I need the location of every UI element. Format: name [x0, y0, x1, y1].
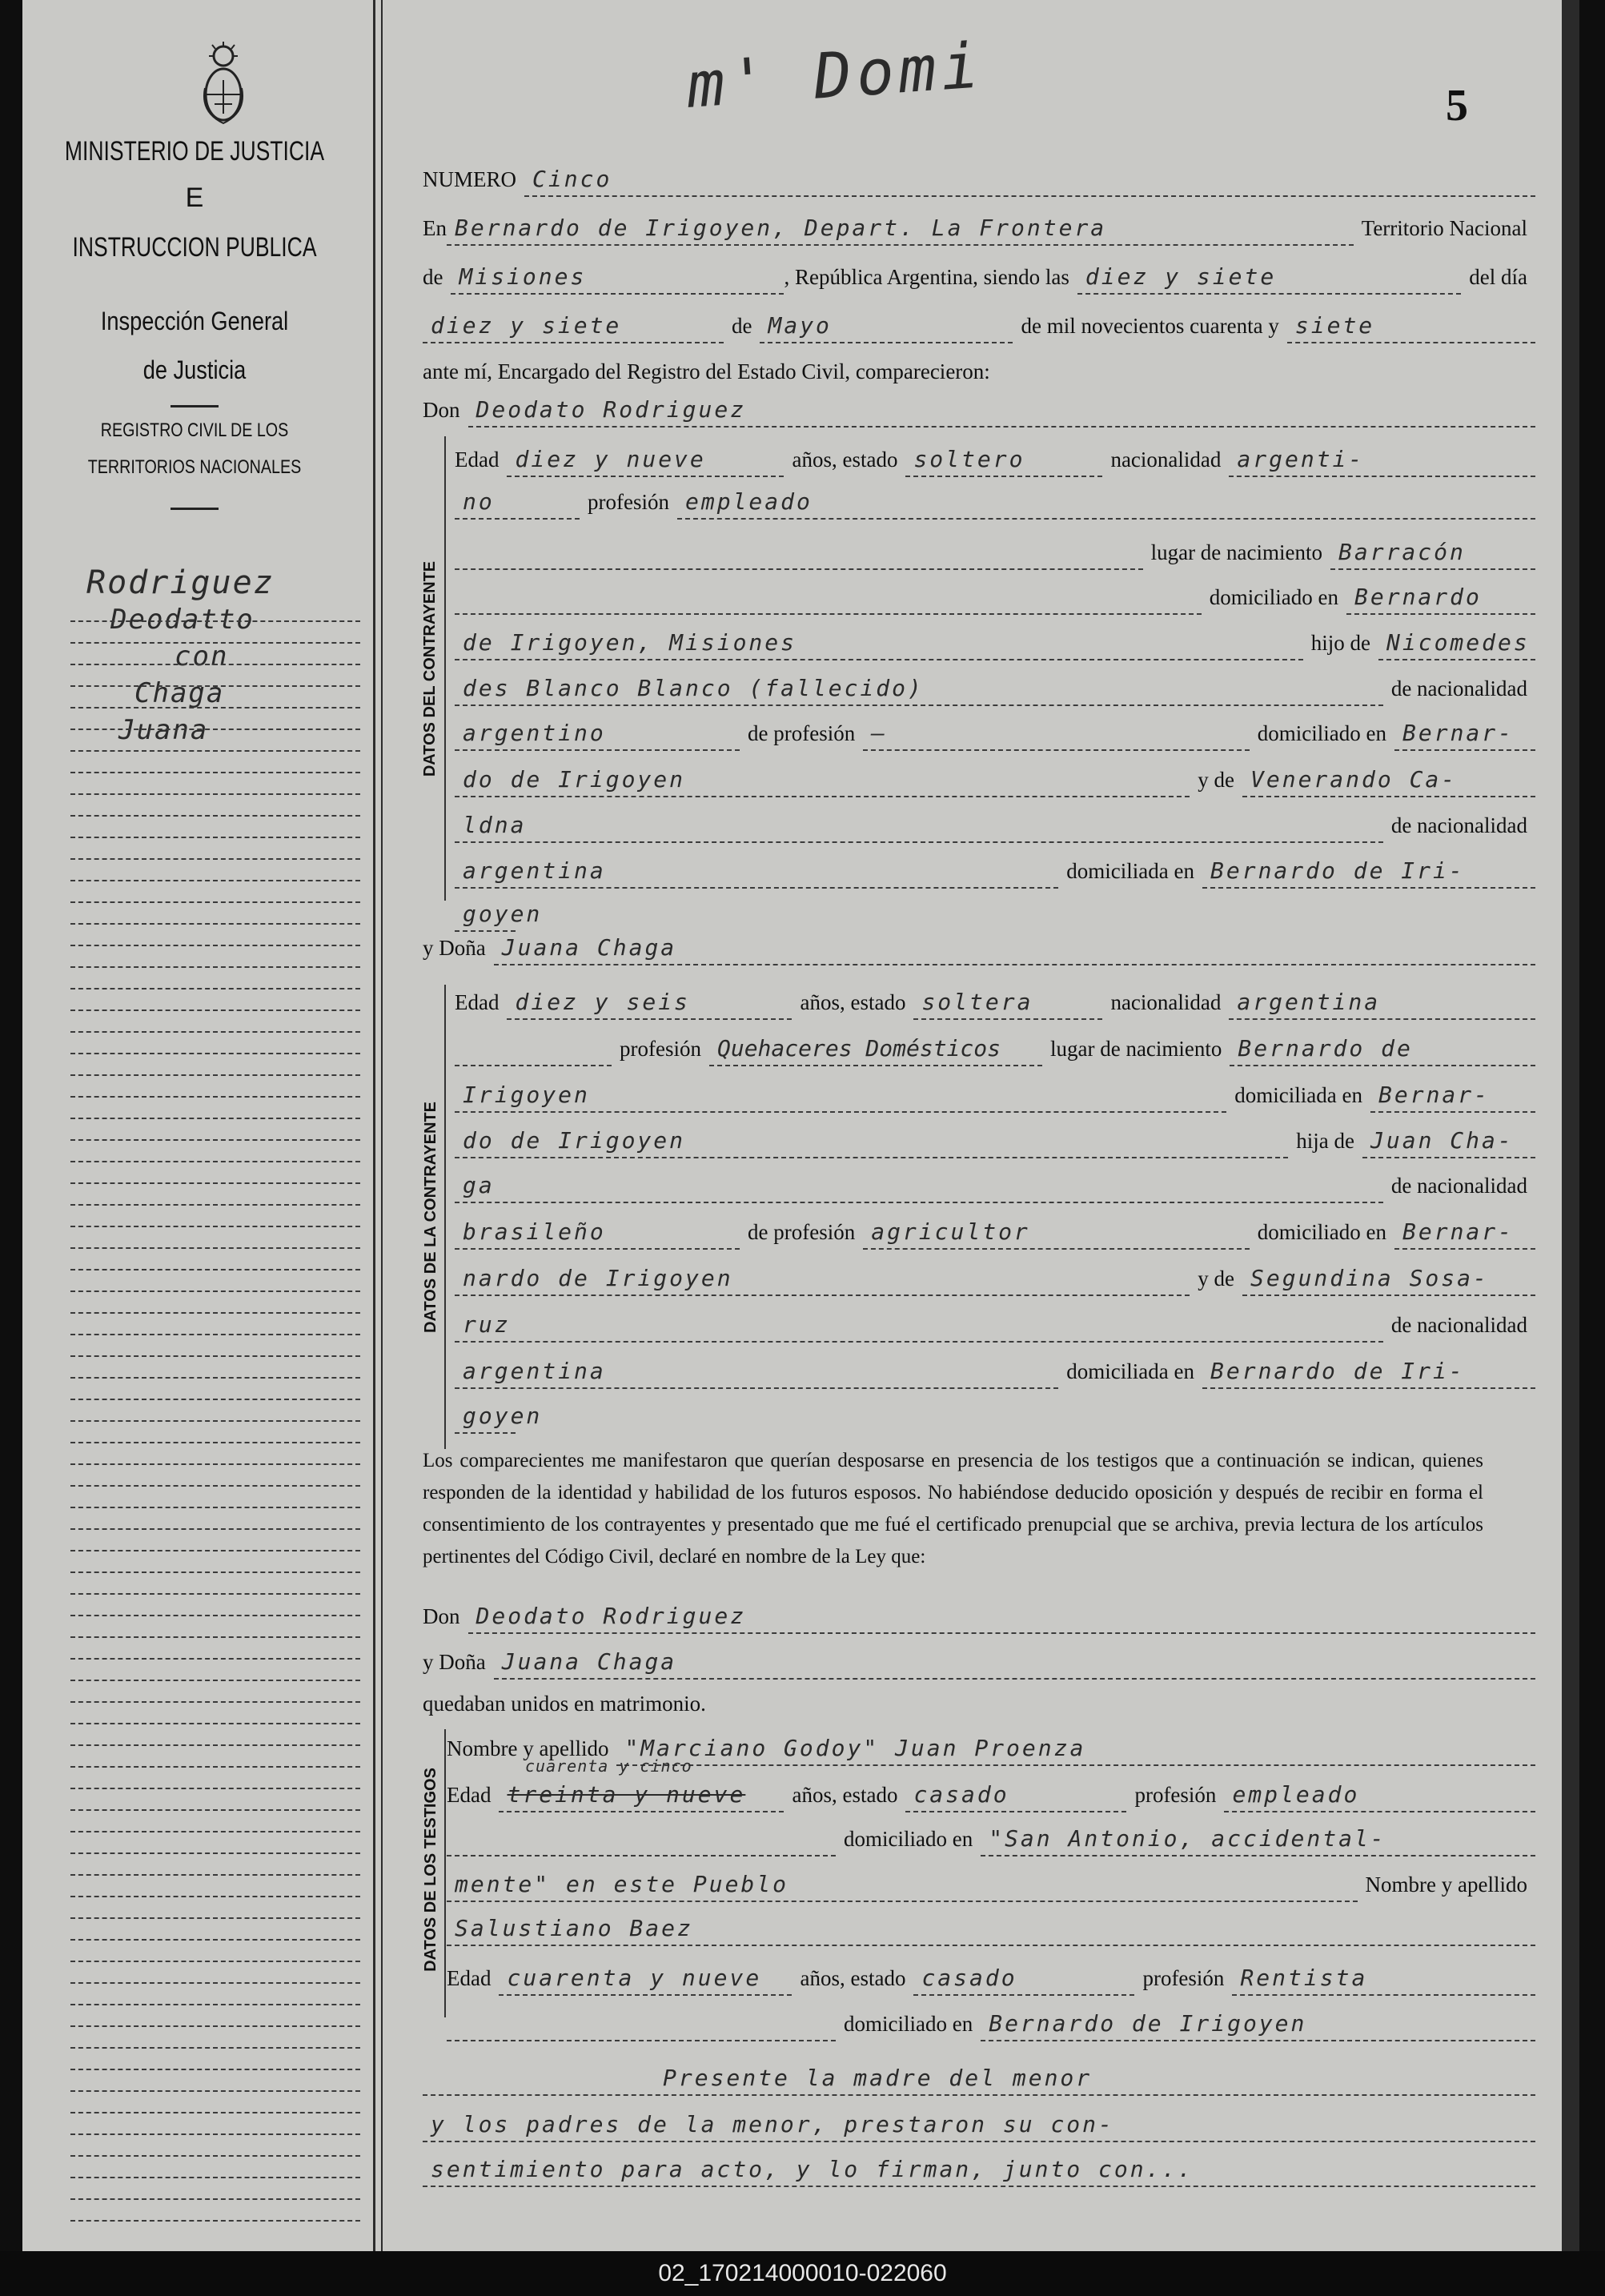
margin-rule-line	[70, 2177, 360, 2178]
file-caption: 02_170214000010-022060	[0, 2251, 1605, 2296]
margin-rule-line	[70, 966, 360, 968]
testigo1-estado: casado	[905, 1781, 1126, 1812]
margin-rule-line	[70, 2198, 360, 2200]
margin-rule-line	[70, 2069, 360, 2070]
de2-label: de	[732, 314, 752, 338]
margin-rule-line	[70, 1701, 360, 1703]
blank-fill	[455, 610, 1202, 615]
margin-rule-line	[70, 1766, 360, 1768]
contrayenta-lugar-cont: Irigoyen	[455, 1082, 1226, 1113]
row-fecha	[423, 299, 1535, 343]
closing-note-line: Presente la madre del menor	[423, 2065, 1535, 2096]
margin-rule-line	[70, 1874, 360, 1876]
row-quedaban	[423, 1676, 1535, 1721]
estado-label: años, estado	[800, 1966, 906, 1990]
margin-note-line: Deodatto	[110, 604, 255, 636]
contrayente-domicilio: Bernardo	[1346, 584, 1535, 615]
lugar-nacimiento-label: lugar de nacimiento	[1049, 1037, 1222, 1061]
margin-rule-line	[70, 1831, 360, 1832]
row-numero	[423, 152, 1535, 197]
margin-rule-line	[70, 1636, 360, 1638]
row-a-madre	[455, 1251, 1535, 1296]
territorio-value: Misiones	[451, 263, 784, 295]
office-line2: de Justicia	[142, 355, 247, 384]
contrayenta-estado: soltera	[913, 989, 1102, 1020]
madre-nacionalidad: argentina	[455, 857, 1058, 889]
domiciliada-label: domiciliada en	[1234, 1083, 1362, 1107]
margin-rule-line	[70, 772, 360, 773]
margin-rule-line	[70, 1658, 360, 1660]
margin-rule-line	[70, 1744, 360, 1746]
row-t1-dom	[447, 1812, 1535, 1856]
column-rule	[381, 0, 383, 2251]
row-a-hija	[455, 1114, 1535, 1158]
profesion-label: profesión	[620, 1037, 701, 1061]
edad-label: Edad	[455, 448, 500, 472]
row-t1-edad	[447, 1768, 1535, 1812]
margin-rule-line	[70, 1463, 360, 1465]
margin-rule-line	[70, 880, 360, 881]
testigo1-nombre: "Marciano Godoy" Juan Proenza	[616, 1735, 1535, 1766]
margin-rule-line	[70, 750, 360, 752]
de-nacionalidad-label: de nacionalidad	[1390, 1313, 1527, 1337]
margin-rule-line	[70, 1442, 360, 1443]
row-t2-edad	[447, 1951, 1535, 1996]
margin-rule-line	[70, 1053, 360, 1054]
madre-domicilio-cont: goyen	[455, 901, 516, 932]
page-number: 5	[1446, 81, 1468, 130]
edad-label: Edad	[447, 1783, 492, 1807]
nacionalidad-label: nacionalidad	[1110, 448, 1222, 472]
margin-note-line: Rodriguez	[86, 564, 275, 601]
profesion-label: profesión	[588, 490, 669, 514]
contrayente-madre-cont: ldna	[455, 812, 1383, 843]
ante-label: ante mí, Encargado del Registro del Estado Civil, comparecieron:	[423, 359, 990, 383]
madre-domicilio-cont: goyen	[455, 1403, 516, 1434]
padre-domicilio: Bernar-	[1394, 1218, 1535, 1250]
contrayente-madre: Venerando Ca-	[1242, 766, 1535, 797]
contrayenta-madre: Segundina Sosa-	[1242, 1265, 1535, 1296]
numero-label: NUMERO	[423, 167, 517, 191]
margin-rule-line	[70, 2004, 360, 2005]
padre-domicilio: Bernar-	[1394, 720, 1535, 751]
blank-fill	[447, 2037, 836, 2041]
estado-label: años, estado	[800, 990, 906, 1014]
registry-line1: REGISTRO CIVIL DE LOS	[100, 419, 289, 441]
margin-rule-line	[70, 1528, 360, 1530]
row-union-dona	[423, 1635, 1535, 1680]
del-dia-label: del día	[1469, 265, 1527, 289]
padre-nacionalidad: argentino	[455, 720, 740, 751]
left-margin-column	[22, 0, 367, 2251]
margin-rule-line	[70, 1615, 360, 1616]
de-nacionalidad-label: de nacionalidad	[1390, 813, 1527, 837]
margin-rule-line	[70, 1939, 360, 1941]
lugar-nacimiento-label: lugar de nacimiento	[1150, 540, 1322, 564]
row-t2-nombre-label	[447, 1857, 1535, 1902]
row-closing-2	[423, 2097, 1535, 2142]
y-de-label: y de	[1198, 1266, 1234, 1290]
closing-note-line: sentimiento para acto, y lo firman, junto con...	[423, 2156, 1535, 2187]
row-c-dom	[455, 570, 1535, 615]
book-spine	[1562, 0, 1579, 2251]
blank-fill	[447, 1852, 836, 1856]
divider	[171, 405, 219, 407]
padre-nacionalidad: brasileño	[455, 1218, 740, 1250]
contrayente-padre-cont: des Blanco Blanco (fallecido)	[455, 675, 1383, 706]
quedaban-text: quedaban unidos en matrimonio.	[423, 1692, 706, 1716]
margin-rule-line	[70, 837, 360, 838]
margin-rule-line	[70, 729, 360, 730]
numero-value: Cinco	[524, 166, 1535, 197]
testigo2-edad: cuarenta y nueve	[499, 1965, 792, 1996]
contrayente-nacionalidad: argenti-	[1229, 446, 1535, 477]
margin-rule-line	[70, 2112, 360, 2113]
testigo2-nombre: Salustiano Baez	[447, 1915, 1535, 1946]
margin-rule-line	[70, 1399, 360, 1400]
margin-rule-line	[70, 2025, 360, 2027]
margin-rule-line	[70, 1550, 360, 1551]
contrayenta-nacionalidad: argentina	[1229, 989, 1535, 1020]
row-a-edad	[455, 975, 1535, 1020]
margin-rule-line	[70, 1852, 360, 1854]
margin-rule-line	[70, 1204, 360, 1206]
margin-rule-line	[70, 642, 360, 644]
margin-rule-line	[70, 2220, 360, 2222]
estado-label: años, estado	[792, 1783, 898, 1807]
union-dona: Juana Chaga	[494, 1648, 1535, 1680]
domiciliado-label: domiciliado en	[1257, 1220, 1386, 1244]
row-t2-dom	[447, 1997, 1535, 2041]
margin-note-line: con	[175, 640, 229, 672]
row-territorio	[423, 250, 1535, 295]
margin-rule-line	[70, 1788, 360, 1789]
territorio-label: Territorio Nacional	[1361, 216, 1527, 240]
margin-rule-line	[70, 793, 360, 795]
margin-note	[54, 564, 359, 749]
profesion-label: profesión	[1134, 1783, 1217, 1807]
margin-rule-line	[70, 1896, 360, 1897]
margin-rule-line	[70, 1031, 360, 1033]
hija-label: hija de	[1296, 1129, 1354, 1153]
divider	[171, 508, 219, 510]
margin-rule-line	[70, 1723, 360, 1724]
testigo2-profesion: Rentista	[1232, 1965, 1535, 1996]
lugar-value: Bernardo de Irigoyen, Depart. La Frontera	[447, 215, 1354, 246]
contrayenta-lugar: Bernardo de	[1230, 1035, 1535, 1066]
madre-domicilio: Bernardo de Iri-	[1202, 1358, 1535, 1389]
contrayenta-madre-cont: ruz	[455, 1311, 1383, 1343]
contrayenta-side-label: DATOS DE LA CONTRAYENTE	[421, 1101, 439, 1333]
testigo1-domicilio: "San Antonio, accidental-	[981, 1825, 1535, 1856]
domiciliado-label: domiciliado en	[1209, 585, 1338, 609]
margin-rule-line	[70, 1377, 360, 1379]
row-c-padre-nac	[455, 706, 1535, 751]
contrayente-nombre: Deodato Rodriguez	[468, 396, 1536, 427]
blank-fill	[455, 1062, 612, 1066]
contrayente-lugar: Barracón	[1330, 539, 1535, 570]
closing-note-line: y los padres de la menor, prestaron su con-	[423, 2111, 1535, 2142]
margin-rule-line	[70, 1917, 360, 1919]
margin-rule-line	[70, 2047, 360, 2049]
bracket	[444, 985, 455, 1449]
registry-line2: TERRITORIOS NACIONALES	[87, 456, 302, 478]
margin-rule-line	[70, 1593, 360, 1595]
padre-domicilio-cont: nardo de Irigoyen	[455, 1265, 1190, 1296]
contrayente-edad: diez y nueve	[507, 446, 784, 477]
don-label: Don	[423, 398, 460, 422]
margin-rule-line	[70, 664, 360, 665]
row-a-profesion	[455, 1022, 1535, 1066]
margin-rule-line	[70, 1507, 360, 1508]
margin-rule-line	[70, 1269, 360, 1270]
estado-label: años, estado	[792, 448, 898, 472]
margin-rule-line	[70, 1226, 360, 1227]
contrayenta-domicilio-cont: do de Irigoyen	[455, 1127, 1288, 1158]
madre-domicilio: Bernardo de Iri-	[1202, 857, 1535, 889]
contrayenta-nombre: Juana Chaga	[494, 934, 1535, 965]
hora-value: diez y siete	[1077, 263, 1461, 295]
row-closing-1	[423, 2051, 1535, 2096]
don-label: Don	[423, 1604, 460, 1628]
row-a-padre-nac	[455, 1205, 1535, 1250]
y-de-label: y de	[1198, 768, 1234, 792]
coat-of-arms-icon	[200, 40, 247, 128]
domiciliada-label: domiciliada en	[1066, 859, 1194, 883]
mes-value: Mayo	[760, 312, 1013, 343]
margin-rule-line	[70, 1982, 360, 1984]
row-c-padre	[455, 661, 1535, 706]
margin-rule-line	[70, 988, 360, 989]
de-label: de	[423, 265, 443, 289]
de-nacionalidad-label: de nacionalidad	[1390, 676, 1527, 700]
margin-rule-line	[70, 2133, 360, 2135]
domiciliado-label: domiciliado en	[844, 1827, 973, 1851]
margin-rule-line	[70, 1118, 360, 1119]
margin-rule-line	[70, 858, 360, 860]
contrayenta-profesion: Quehaceres Domésticos	[709, 1035, 1042, 1066]
dona-label: y Doña	[423, 936, 486, 960]
declaration-text: Los comparecientes me manifestaron que querían desposarse en presencia de los testigos que a continuación se indican, quienes responden de la identidad y habilidad de los futuros esposos. No habiéndose deducido oposición y después de recibir en forma el consentimiento de los contrayentes y presentado que me fué el certificado prenupcial que se archiva, previa lectura de los artículos pertinentes del Código Civil, declaré en nombre de la Ley que:	[423, 1450, 1483, 1567]
dona-label: y Doña	[423, 1650, 486, 1674]
margin-rule-line	[70, 945, 360, 946]
en-label: En	[423, 216, 447, 240]
union-don: Deodato Rodriguez	[468, 1603, 1536, 1634]
nombre-apellido-label: Nombre y apellido	[1365, 1873, 1527, 1897]
anio-value: siete	[1287, 312, 1535, 343]
margin-note-line: Juana	[118, 714, 209, 746]
contrayenta-padre: Juan Cha-	[1362, 1127, 1535, 1158]
de-nacionalidad-label: de nacionalidad	[1390, 1174, 1527, 1198]
margin-rule-line	[70, 1485, 360, 1487]
anio-label: de mil novecientos cuarenta y	[1021, 314, 1279, 338]
hijo-label: hijo de	[1310, 631, 1370, 655]
margin-rule-line	[70, 1809, 360, 1811]
margin-rule-line	[70, 1571, 360, 1573]
margin-rule-line	[70, 1290, 360, 1292]
column-rule	[373, 0, 375, 2251]
row-c-madre-dom	[455, 844, 1535, 889]
padre-profesion: agricultor	[863, 1218, 1250, 1250]
row-c-profesion	[455, 475, 1535, 520]
ministry-line2: E	[185, 183, 204, 213]
domiciliada-label: domiciliada en	[1066, 1359, 1194, 1383]
margin-rule-line	[70, 1312, 360, 1314]
margin-rule-line	[70, 1334, 360, 1335]
contrayente-profesion: empleado	[677, 488, 1535, 520]
padre-profesion: —	[863, 720, 1250, 751]
margin-rule-line	[70, 1961, 360, 1962]
edad-label: Edad	[455, 990, 500, 1014]
margin-rule-line	[70, 1096, 360, 1098]
margin-rule-line	[70, 2090, 360, 2092]
testigo2-domicilio: Bernardo de Irigoyen	[981, 2010, 1535, 2041]
contrayenta-padre-cont: ga	[455, 1172, 1383, 1203]
contrayente-side-label: DATOS DEL CONTRAYENTE	[421, 560, 439, 777]
margin-rule-line	[70, 815, 360, 817]
row-don	[423, 383, 1535, 427]
testigo1-domicilio-cont: mente" en este Pueblo	[447, 1871, 1358, 1902]
margin-rule-line	[70, 2155, 360, 2157]
margin-rule-line	[70, 707, 360, 708]
office-line1: Inspección General	[100, 307, 289, 335]
margin-rule-line	[70, 1010, 360, 1011]
testigos-side-label: DATOS DE LOS TESTIGOS	[421, 1767, 439, 1972]
row-c-hijo	[455, 616, 1535, 660]
margin-rule-line	[70, 1420, 360, 1422]
contrayente-padre: Nicomedes	[1378, 629, 1535, 660]
margin-rule-line	[70, 1355, 360, 1357]
contrayente-estado: soltero	[905, 446, 1102, 477]
row-c-madre	[455, 753, 1535, 797]
profesion-label: profesión	[1142, 1966, 1225, 1990]
domiciliado-label: domiciliado en	[1257, 721, 1386, 745]
row-closing-3	[423, 2142, 1535, 2187]
row-c-madre2	[455, 798, 1535, 843]
testigo1-profesion: empleado	[1224, 1781, 1535, 1812]
padre-domicilio-cont: do de Irigoyen	[455, 766, 1190, 797]
testigo1-edad-correction: cuarenta y cinco	[525, 1756, 692, 1776]
margin-rule-line	[70, 620, 360, 622]
contrayente-domicilio-cont: de Irigoyen, Misiones	[455, 629, 1303, 660]
ministry-line3: INSTRUCCION PUBLICA	[72, 232, 317, 263]
row-lugar	[423, 201, 1535, 246]
row-a-dom	[455, 1068, 1535, 1113]
row-a-padre	[455, 1158, 1535, 1203]
margin-rule-line	[70, 1139, 360, 1141]
nombre-apellido-label: Nombre y apellido	[447, 1736, 609, 1760]
margin-rule-line	[70, 1182, 360, 1184]
margin-rule-line	[70, 1247, 360, 1249]
domiciliado-label: domiciliado en	[844, 2012, 973, 2036]
row-a-madre-dom	[455, 1344, 1535, 1389]
row-t2-nombre	[447, 1901, 1535, 1946]
edad-label: Edad	[447, 1966, 492, 1990]
margin-rule-line	[70, 1161, 360, 1162]
margin-rule-line	[70, 923, 360, 925]
testigo2-estado: casado	[913, 1965, 1134, 1996]
testigo1-edad: treinta y nueve	[499, 1781, 784, 1812]
bracket	[444, 436, 455, 901]
margin-note-line: Chaga	[134, 677, 225, 709]
contrayenta-domicilio: Bernar-	[1370, 1082, 1535, 1113]
nacionalidad-label: nacionalidad	[1110, 990, 1222, 1014]
margin-rule-line	[70, 1074, 360, 1076]
ministry-line1: MINISTERIO DE JUSTICIA	[64, 136, 325, 167]
republica-label: , República Argentina, siendo las	[784, 265, 1069, 289]
margin-rule-line	[70, 901, 360, 903]
top-signature: m' Domi	[684, 30, 986, 122]
margin-rule-line	[70, 685, 360, 687]
register-page	[22, 0, 1579, 2251]
row-dona	[423, 921, 1535, 965]
madre-nacionalidad: argentina	[455, 1358, 1058, 1389]
contrayente-nacionalidad-cont: no	[455, 488, 580, 520]
dia-value: diez y siete	[423, 312, 724, 343]
row-union-don	[423, 1589, 1535, 1634]
de-profesion-label: de profesión	[748, 1220, 856, 1244]
margin-rule-line	[70, 1680, 360, 1681]
row-c-edad	[455, 432, 1535, 477]
row-c-lugar	[455, 525, 1535, 570]
row-a-madre2	[455, 1298, 1535, 1343]
contrayenta-edad: diez y seis	[507, 989, 792, 1020]
de-profesion-label: de profesión	[748, 721, 856, 745]
